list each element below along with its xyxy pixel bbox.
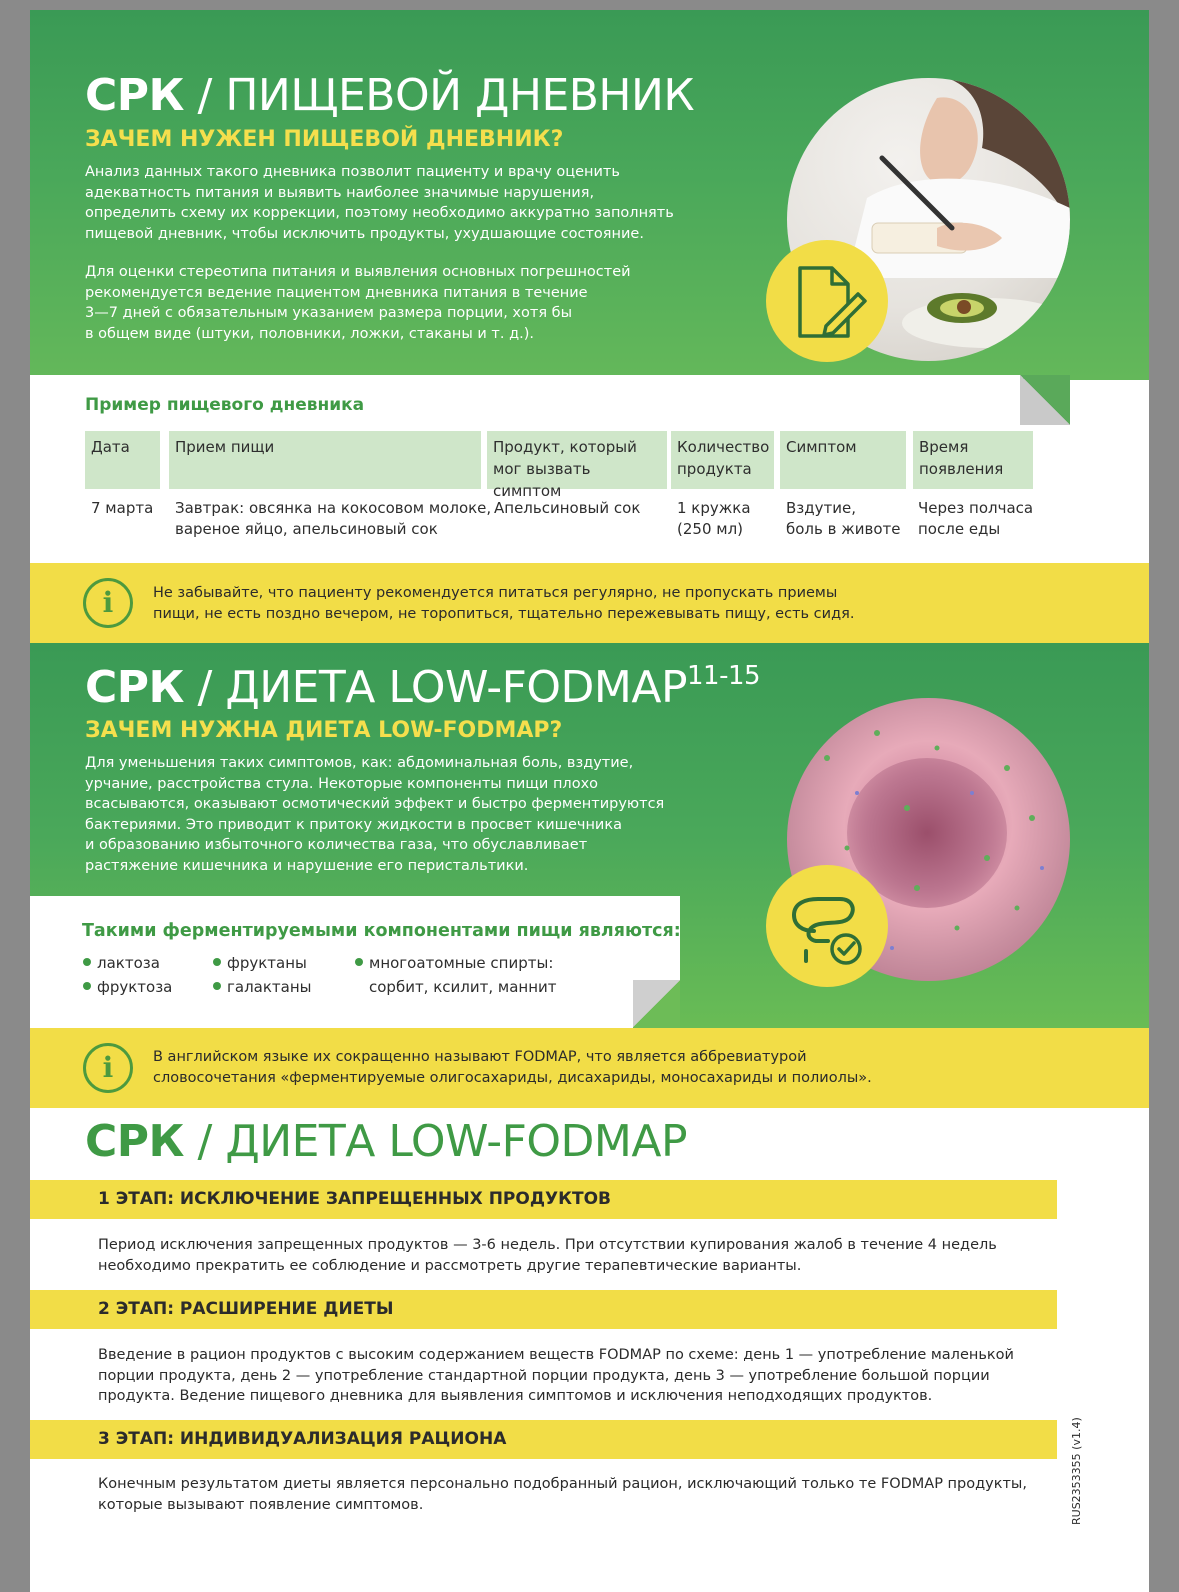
title-text: ДИЕТА LOW-FODMAP bbox=[225, 1116, 687, 1167]
bullet-icon bbox=[213, 958, 221, 966]
stage-3-title: 3 ЭТАП: ИНДИВИДУАЛИЗАЦИЯ РАЦИОНА bbox=[98, 1429, 507, 1449]
info-icon: i bbox=[83, 1043, 133, 1093]
food-diary-table-title: Пример пищевого дневника bbox=[85, 395, 365, 415]
title-text: ПИЩЕВОЙ ДНЕВНИК bbox=[225, 70, 695, 121]
stage-1-text: Период исключения запрещенных продуктов — 3-6 недель. При отсутствии купирования жалоб в течение 4 недель необходимо прекратить ее соблюдение и рассмотреть другие терапевтические варианты. bbox=[98, 1237, 997, 1274]
intestine-check-icon bbox=[766, 865, 888, 987]
table-header-date: Дата bbox=[85, 431, 160, 489]
bullet-icon bbox=[213, 982, 221, 990]
bullet-icon bbox=[355, 958, 363, 966]
stage-3-text: Конечным результатом диеты является персонально подобранный рацион, исключающий только те FODMAP продукты, которые вызывают появление симптомов. bbox=[98, 1476, 1027, 1513]
table-cell-symptom: Вздутие, боль в животе bbox=[786, 499, 901, 538]
title-reference: 11-15 bbox=[687, 661, 761, 691]
bullet-icon bbox=[83, 958, 91, 966]
food-diary-subtitle: ЗАЧЕМ НУЖЕН ПИЩЕВОЙ ДНЕВНИК? bbox=[85, 127, 564, 152]
title-abbrev: СРК bbox=[85, 1116, 185, 1167]
title-text: ДИЕТА LOW-FODMAP bbox=[225, 662, 687, 713]
stage-1-title: 1 ЭТАП: ИСКЛЮЧЕНИЕ ЗАПРЕЩЕННЫХ ПРОДУКТОВ bbox=[98, 1189, 611, 1209]
diary-tip-bar bbox=[30, 563, 1149, 643]
title-slash: / bbox=[197, 1116, 212, 1167]
title-abbrev: СРК bbox=[85, 70, 185, 121]
table-header-symptom: Симптом bbox=[780, 431, 906, 489]
table-cell-time: Через полчаса после еды bbox=[918, 499, 1034, 538]
panel-corner-fold bbox=[633, 980, 680, 1028]
food-diary-paragraph-1: Анализ данных такого дневника позволит пациенту и врачу оценить адекватность питания и выявить наиболее значимые нарушения, определить схему их коррекции, поэтому необходимо аккуратно заполнять пищевой дневник, чтобы исключить продукты, ухудшающие состояние. bbox=[85, 164, 674, 242]
component-item: галактаны bbox=[213, 978, 312, 996]
stage-2-title: 2 ЭТАП: РАСШИРЕНИЕ ДИЕТЫ bbox=[98, 1299, 394, 1319]
document-pencil-icon bbox=[766, 240, 888, 362]
low-fodmap-stages-title bbox=[85, 1116, 687, 1167]
table-header-quantity: Количество продукта bbox=[671, 431, 774, 489]
component-item: лактоза bbox=[83, 954, 160, 972]
food-diary-title bbox=[85, 70, 694, 121]
title-slash: / bbox=[197, 662, 212, 713]
stage-1-bar bbox=[30, 1180, 1057, 1219]
component-item-continuation: сорбит, ксилит, маннит bbox=[369, 978, 557, 996]
table-header-product: Продукт, который мог вызвать симптом bbox=[487, 431, 667, 489]
component-item: фруктаны bbox=[213, 954, 307, 972]
component-item: фруктоза bbox=[83, 978, 172, 996]
table-cell-date: 7 марта bbox=[91, 499, 154, 517]
brochure-page bbox=[30, 10, 1149, 1592]
component-item: многоатомные спирты: bbox=[355, 954, 553, 972]
title-abbrev: СРК bbox=[85, 662, 185, 713]
table-cell-meal: Завтрак: овсянка на кокосовом молоке, вареное яйцо, апельсиновый сок bbox=[175, 499, 492, 538]
stage-3-bar bbox=[30, 1420, 1057, 1459]
bullet-icon bbox=[83, 982, 91, 990]
low-fodmap-subtitle: ЗАЧЕМ НУЖНА ДИЕТА LOW-FODMAP? bbox=[85, 718, 563, 743]
panel-corner-fold bbox=[1020, 375, 1070, 425]
fodmap-definition-text: В английском языке их сокращенно называют FODMAP, что является аббревиатурой словосочетания «ферментируемые олигосахариды, дисахариды, моносахариды и полиолы». bbox=[153, 1049, 872, 1086]
table-header-meal: Прием пищи bbox=[169, 431, 481, 489]
title-slash: / bbox=[197, 70, 212, 121]
stage-2-bar bbox=[30, 1290, 1057, 1329]
low-fodmap-paragraph: Для уменьшения таких симптомов, как: абдоминальная боль, вздутие, урчание, расстройства стула. Некоторые компоненты пищи плохо всасываются, оказывают осмотический эффект и быстро ферментируются бактериями. Это приводит к притоку жидкости в просвет кишечника и образованию избыточного количества газа, что обуславливает растяжение кишечника и нарушение его перистальтики. bbox=[85, 755, 665, 874]
low-fodmap-title bbox=[85, 661, 760, 713]
table-cell-quantity: 1 кружка (250 мл) bbox=[677, 499, 751, 538]
table-cell-product: Апельсиновый сок bbox=[494, 499, 641, 517]
diary-tip-text: Не забывайте, что пациенту рекомендуется питаться регулярно, не пропускать приемы пищи, не есть поздно вечером, не торопиться, тщательно пережевывать пищу, есть сидя. bbox=[153, 585, 855, 622]
info-icon: i bbox=[83, 578, 133, 628]
food-diary-paragraph-2: Для оценки стереотипа питания и выявления основных погрешностей рекомендуется ведение пациентом дневника питания в течение 3—7 дней с обязательным указанием размера порции, хотя бы в общем виде (штуки, половники, ложки, стаканы и т. д.). bbox=[85, 264, 631, 342]
table-header-time: Время появления bbox=[913, 431, 1033, 489]
stage-2-text: Введение в рацион продуктов с высоким содержанием веществ FODMAP по схеме: день 1 — употребление маленькой порции продукта, день 2 — употребление стандартной порции продукта, день 3 — употребление большой порции продукта. Ведение пищевого дневника для выявления симптомов и исключения неподходящих продуктов. bbox=[98, 1347, 1014, 1404]
fodmap-definition-bar bbox=[30, 1028, 1149, 1108]
components-title: Такими ферментируемыми компонентами пищи являются: bbox=[82, 921, 681, 941]
document-code: RUS2353355 (v1.4) bbox=[1070, 1417, 1083, 1525]
